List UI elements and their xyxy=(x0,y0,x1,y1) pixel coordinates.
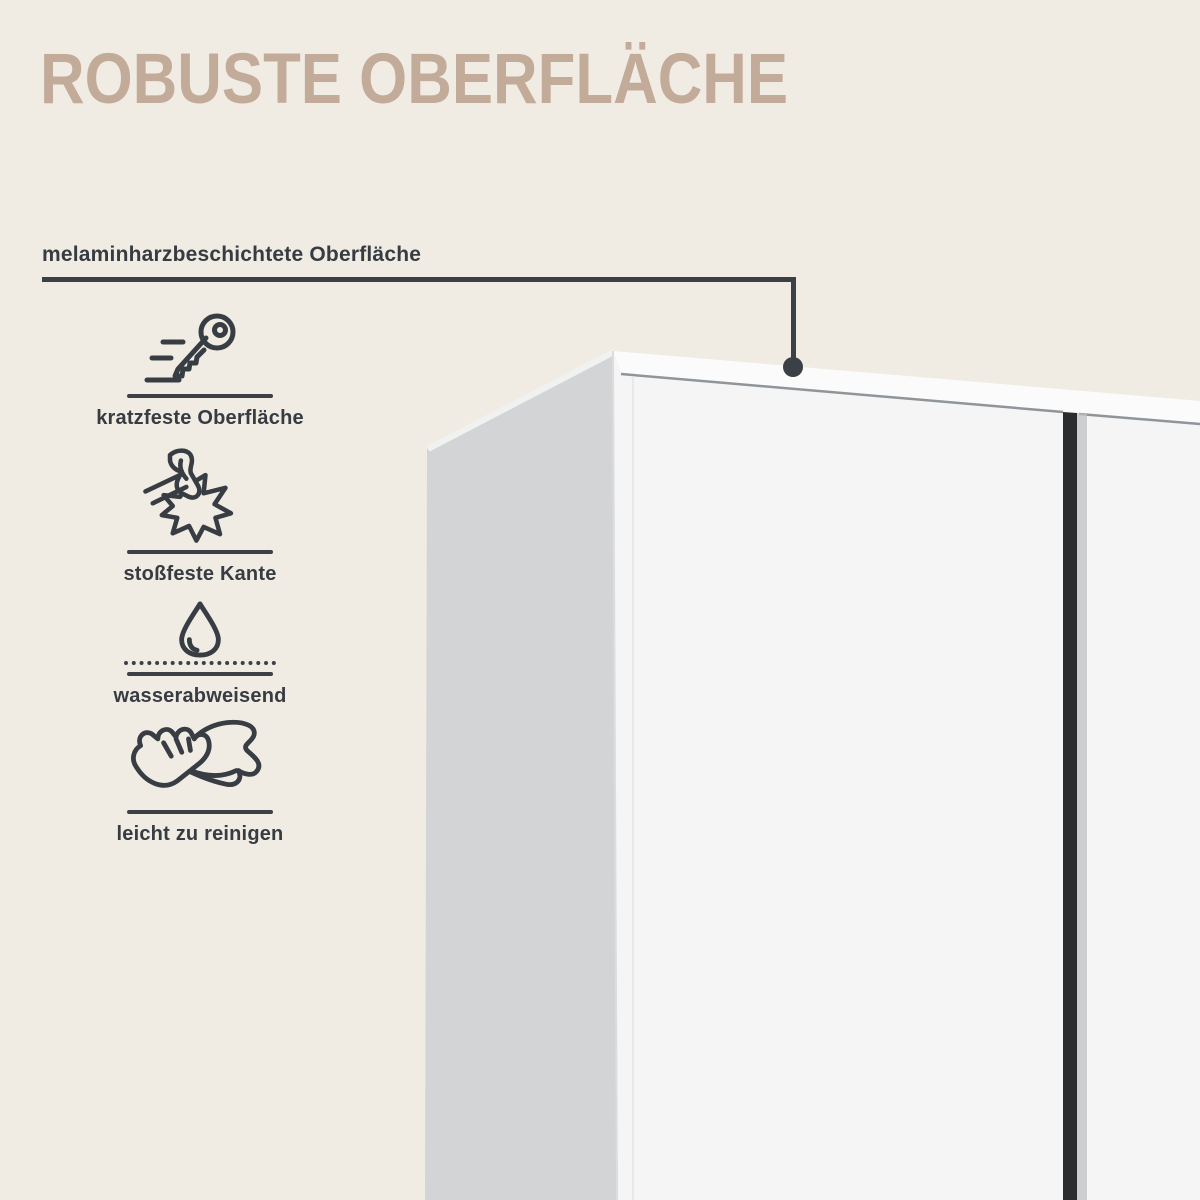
callout-line-horizontal xyxy=(42,277,796,282)
feature-label: wasserabweisend xyxy=(113,685,287,707)
callout-line-vertical xyxy=(791,277,796,369)
divider-line xyxy=(127,672,273,676)
callout-dot xyxy=(783,357,803,377)
wiping-hand-icon xyxy=(120,714,280,806)
feature-impact-resistant xyxy=(40,446,360,586)
wardrobe-side-panel xyxy=(425,351,617,1200)
wardrobe-front-face xyxy=(613,351,1200,1200)
feature-scratch-resistant xyxy=(40,306,360,430)
feature-label: kratzfeste Oberfläche xyxy=(96,407,304,429)
dotted-line xyxy=(124,661,276,665)
door-gap-shadow xyxy=(1077,413,1087,1200)
feature-label: leicht zu reinigen xyxy=(116,823,284,845)
divider-line xyxy=(127,810,273,814)
divider-line xyxy=(127,394,273,398)
water-drop-icon xyxy=(175,600,225,658)
feature-label: stoßfeste Kante xyxy=(123,563,277,585)
door-gap xyxy=(1063,412,1077,1200)
divider-line xyxy=(127,550,273,554)
feature-easy-clean xyxy=(40,714,360,846)
callout-label: melaminharzbeschichtete Oberfläche xyxy=(42,243,422,266)
key-icon xyxy=(130,306,270,390)
feature-water-repellent xyxy=(40,600,360,708)
hammer-impact-icon xyxy=(130,446,270,546)
page-title: ROBUSTE OBERFLÄCHE xyxy=(40,40,789,119)
